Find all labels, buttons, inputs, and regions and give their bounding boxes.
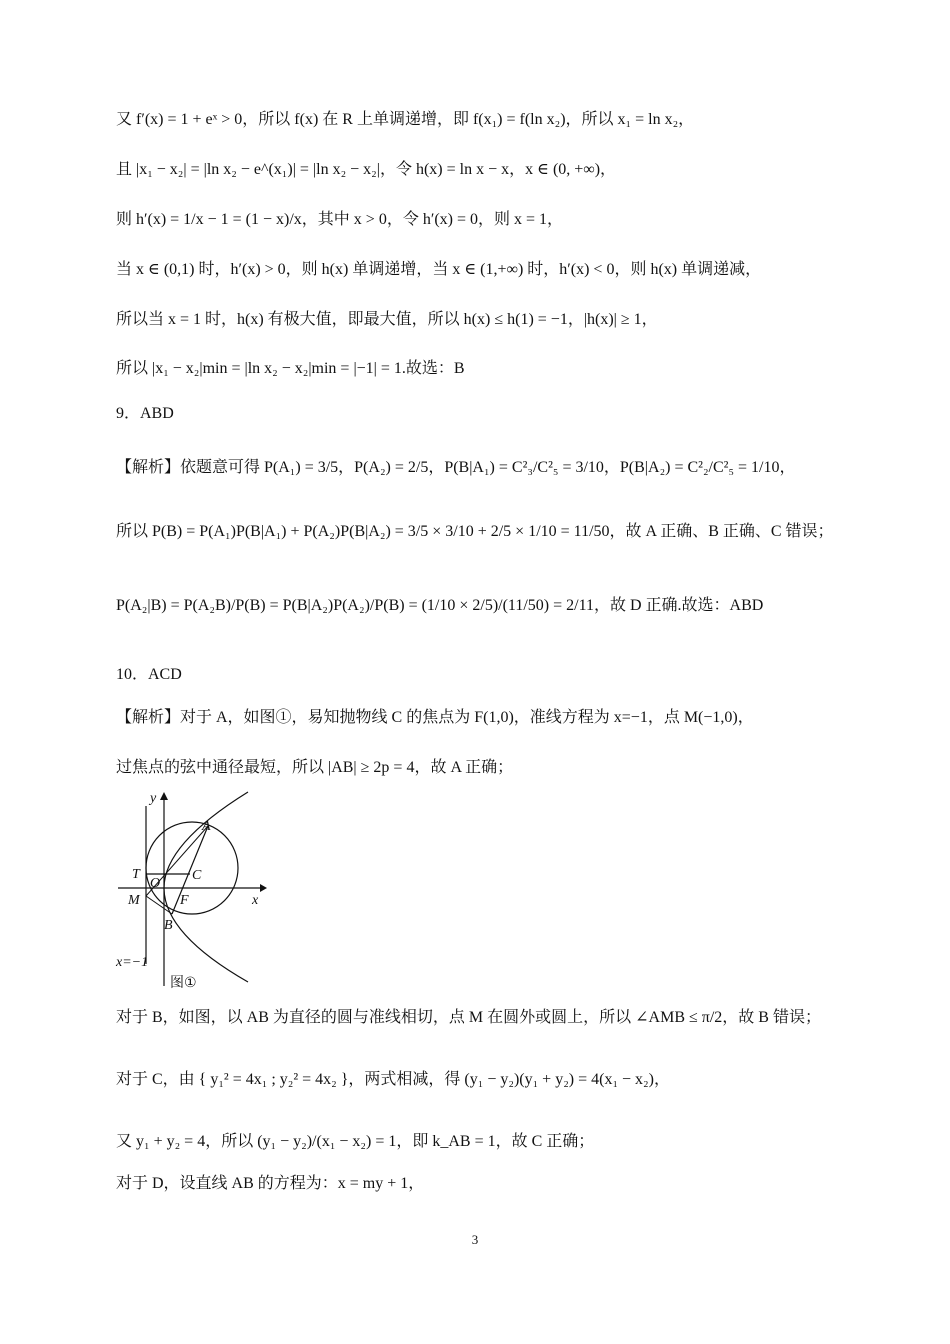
page-number: 3 [471, 1232, 479, 1247]
text-line: 【解析】对于 A，如图①，易知抛物线 C 的焦点为 F(1,0)，准线方程为 x=−1，点 M(−1,0)， [116, 709, 754, 726]
text-line: 对于 C，由 { y₁² = 4x₁ ; y₂² = 4x₂ }，两式相减，得 (y₁ − y₂)(y₁ + y₂) = 4(x₁ − x₂)， [116, 1071, 670, 1088]
label-t: T [132, 867, 140, 882]
label-directrix: x=−1 [116, 955, 149, 970]
figure-caption: 图① [170, 975, 197, 991]
text-line: 所以当 x = 1 时，h(x) 有极大值，即最大值，所以 h(x) ≤ h(1) = −1，|h(x)| ≥ 1， [116, 311, 658, 328]
chord-ab [172, 826, 208, 914]
parabola-figure [110, 786, 270, 996]
label-c: C [192, 868, 202, 883]
text-line: 对于 D，设直线 AB 的方程为：x = my + 1， [116, 1175, 425, 1192]
text-line: 过焦点的弦中通径最短，所以 |AB| ≥ 2p = 4，故 A 正确； [116, 759, 514, 776]
label-a: A [202, 819, 211, 834]
text-line: P(A₂|B) = P(A₂B)/P(B) = P(B|A₂)P(A₂)/P(B) = (1/10 × 2/5)/(11/50) = 2/11，故 D 正确.故选：ABD [116, 597, 764, 614]
text-line: 当 x ∈ (0,1) 时，h′(x) > 0，则 h(x) 单调递增，当 x ∈ (1,+∞) 时，h′(x) < 0，则 h(x) 单调递减， [116, 261, 762, 278]
label-o: O [150, 876, 161, 891]
text-line: 对于 B，如图，以 AB 为直径的圆与准线相切，点 M 在圆外或圆上，所以 ∠AMB ≤ π/2，故 B 错误； [116, 1009, 821, 1026]
x-axis-arrow [260, 884, 267, 892]
text-line: 又 f′(x) = 1 + eˣ > 0，所以 f(x) 在 R 上单调递增，即 f(x₁) = f(ln x₂)，所以 x₁ = ln x₂， [116, 111, 695, 128]
label-b: B [164, 918, 173, 933]
label-y: y [150, 791, 157, 806]
text-line: 所以 P(B) = P(A₁)P(B|A₁) + P(A₂)P(B|A₂) = 3/5 × 3/10 + 2/5 × 1/10 = 11/50，故 A 正确、B 正确、C 错误； [116, 523, 834, 540]
label-m: M [128, 893, 140, 908]
text-line: 所以 |x₁ − x₂|min = |ln x₂ − x₂|min = |−1| = 1.故选：B [116, 360, 465, 377]
answer-heading-9: 9．ABD [116, 405, 174, 422]
text-line: 又 y₁ + y₂ = 4，所以 (y₁ − y₂)/(x₁ − x₂) = 1，即 k_AB = 1，故 C 正确； [116, 1133, 595, 1150]
label-f: F [180, 893, 189, 908]
y-axis-arrow [160, 792, 168, 800]
text-line: 【解析】依题意可得 P(A₁) = 3/5，P(A₂) = 2/5，P(B|A₁) = C²₃/C²₅ = 3/10，P(B|A₂) = C²₂/C²₅ = 1/10， [116, 459, 796, 476]
answer-heading-10: 10．ACD [116, 666, 182, 683]
segment-mb [146, 896, 172, 914]
text-line: 则 h′(x) = 1/x − 1 = (1 − x)/x，其中 x > 0，令 h′(x) = 0，则 x = 1， [116, 211, 564, 228]
label-x: x [252, 893, 259, 908]
text-line: 且 |x₁ − x₂| = |ln x₂ − e^(x₁)| = |ln x₂ − x₂|，令 h(x) = ln x − x，x ∈ (0, +∞)， [116, 161, 617, 178]
